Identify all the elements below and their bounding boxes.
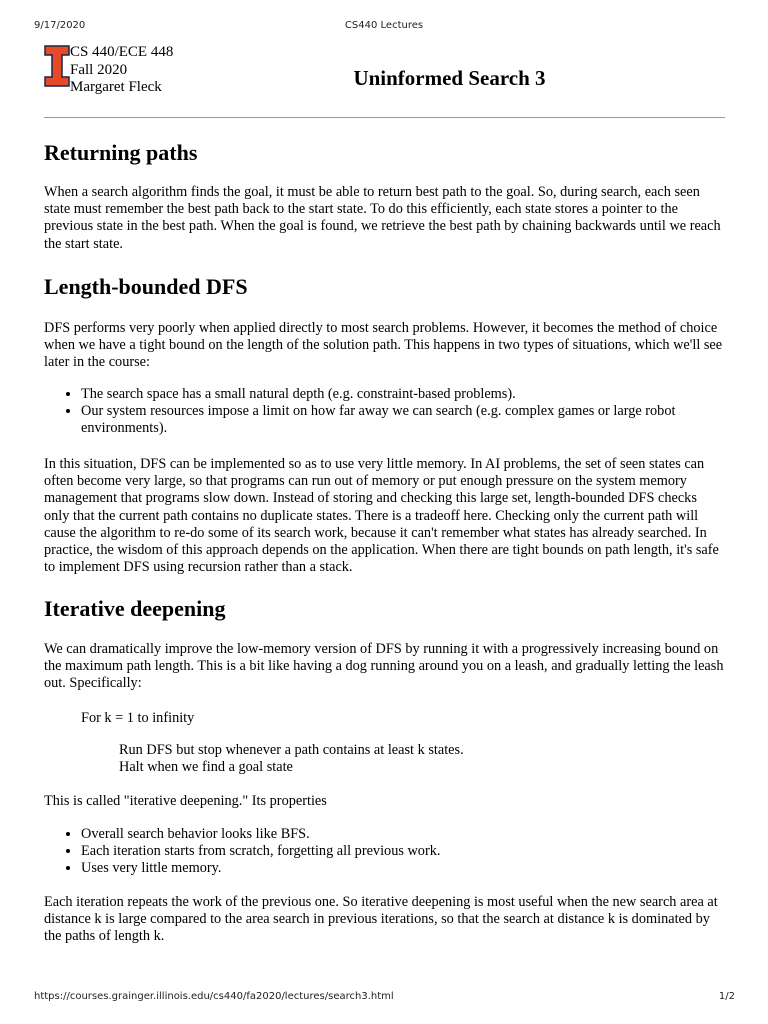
- list-item: • Uses very little memory.: [81, 860, 725, 877]
- print-header: [0, 20, 768, 34]
- list-item: • Our system resources impose a limit on how far away we can search (e.g. complex games or large robot environments).: [81, 403, 725, 437]
- pseudocode-loop: For k = 1 to infinity: [81, 710, 195, 726]
- masthead: [44, 44, 725, 104]
- list-item: • Overall search behavior looks like BFS.: [81, 826, 725, 843]
- list-properties: [44, 826, 725, 878]
- pseudocode-run-line: Run DFS but stop whenever a path contains at least k states.: [119, 742, 464, 758]
- print-date: 9/17/2020: [34, 20, 86, 31]
- paragraph-iterative-deepening-cost: Each iteration repeats the work of the previous one. So iterative deepening is most useful when the new search area at distance k is large compared to the area search in previous iterations, so that the search at distance k is dominated by the paths of length k.: [44, 894, 718, 945]
- paragraph-length-bounded-dfs-memory: In this situation, DFS can be implemented so as to use very little memory. In AI problems, the set of seen states can often become very large, so that programs can run out of memory or put enough pressure on the system memory management that programs slow down. Instead of storing and checking this large set, length-bounded DFS checks only that the current path contains no duplicate states. There is a tradeoff here. Checking only the current path will cause the algorithm to re-do some of its search work, because it can't remember what states has already searched. In practice, the wisdom of this approach depends on the application. When there are tight bounds on path length, it's safe to implement DFS using recursion rather than a stack.: [44, 456, 719, 576]
- page-url: https://courses.grainger.illinois.edu/cs440/fa2020/lectures/search3.html: [34, 991, 394, 1002]
- paragraph-iterative-deepening-intro: We can dramatically improve the low-memory version of DFS by running it with a progressively increasing bound on the maximum path length. This is a bit like having a dog running around you on a leash, and gradually letting the leash out. Specifically:: [44, 641, 724, 692]
- title-divider: [44, 117, 725, 118]
- heading-iterative-deepening: Iterative deepening: [44, 596, 226, 621]
- print-footer: [0, 991, 768, 1005]
- list-item: • The search space has a small natural depth (e.g. constraint-based problems).: [81, 386, 725, 403]
- paragraph-length-bounded-dfs-intro: DFS performs very poorly when applied directly to most search problems. However, it becomes the method of choice when we have a tight bound on the length of the solution path. This happens in two types of situations, which we'll see later in the course:: [44, 320, 723, 371]
- course-number: CS 440/ECE 448: [70, 44, 174, 60]
- pseudocode-body: [44, 742, 725, 776]
- heading-returning-paths: Returning paths: [44, 140, 198, 165]
- paragraph-properties-intro: This is called "iterative deepening." Its properties: [44, 793, 327, 809]
- list-situations: [44, 386, 725, 438]
- paragraph-returning-paths: When a search algorithm finds the goal, it must be able to return best path to the goal. So, during search, each seen state must remember the best path back to the start state. To do this efficiently, each state stores a pointer to the previous state in the best path. When the goal is found, we retrieve the best path by chaining backwards until we reach the start state.: [44, 184, 721, 252]
- course-term: Fall 2020: [70, 61, 128, 78]
- pseudocode-halt-line: Halt when we find a goal state: [119, 759, 293, 776]
- page-number: 1/2: [718, 991, 735, 1002]
- course-instructor: Margaret Fleck: [70, 79, 162, 95]
- list-item: • Each iteration starts from scratch, forgetting all previous work.: [81, 843, 725, 860]
- page-title: Uninformed Search 3: [353, 66, 546, 90]
- print-title: CS440 Lectures: [344, 20, 424, 31]
- lecture-content: [44, 44, 725, 945]
- heading-length-bounded-dfs: Length-bounded DFS: [44, 274, 248, 299]
